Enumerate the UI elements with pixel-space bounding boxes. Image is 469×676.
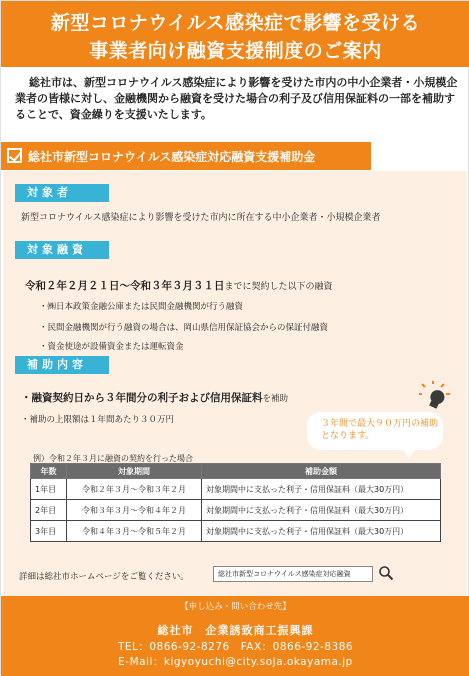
table-cell: 令和２年３月～令和３年２月	[67, 479, 202, 500]
subsidy-main	[21, 390, 288, 405]
max-subsidy-bubble: ３年間で最大９０万円の補助となります。	[307, 412, 443, 450]
lightbulb-icon	[419, 381, 453, 411]
contact-email: E-Mail：kigyoyuchi@city.soja.okayama.jp	[118, 656, 353, 668]
subsidy-main-bold: ・融資契約日から３年間分の利子および信用保証料	[21, 392, 263, 404]
table-cell: 2年目	[31, 500, 67, 521]
program-title-bar	[1, 142, 371, 170]
program-title: 総社市新型コロナウイルス感染症対応融資支援補助金	[28, 150, 316, 164]
loan-bullet-1: ・ ㈱日本政策金融公庫または民間金融機関が行う融資	[39, 300, 243, 312]
target-text: 新型コロナウイルス感染症により影響を受けた市内に所在する中小企業者・小規模企業者	[21, 213, 381, 223]
table-cell: 1年目	[31, 479, 67, 500]
table-row	[31, 521, 441, 542]
contact-tel-fax: TEL：0866-92-8276 FAX：0866-92-8386	[117, 641, 354, 653]
subsidy-main-rest: を補助	[262, 394, 289, 404]
title-line-1: 新型コロナウイルス感染症で影響を受ける	[50, 12, 421, 34]
title-line-2: 事業者向け融資支援制度のご案内	[89, 40, 382, 62]
search-keyword-box: 総社市新型コロナウイルス感染症対応融資	[213, 566, 373, 582]
table-header: 対象期間	[67, 464, 202, 479]
table-header: 補助金額	[202, 464, 441, 479]
header-banner	[1, 1, 469, 67]
contact-footer	[1, 596, 469, 676]
details-text: 詳細は総社市ホームページをご覧ください。	[19, 572, 189, 582]
contact-department: 総社市 企業誘致商工振興課	[157, 624, 314, 637]
table-row	[31, 500, 441, 521]
table-header-row	[31, 464, 441, 479]
checkbox-icon	[7, 148, 22, 163]
section-label-loan: 対象融資	[15, 241, 109, 259]
subsidy-limit: ・補助の上限額は１年間あたり３０万円	[21, 415, 175, 425]
table-cell: 対象期間中に支払った利子・信用保証料（最大30万円）	[202, 479, 441, 500]
table-cell: 3年目	[31, 521, 67, 542]
table-cell: 令和３年３月～令和４年２月	[67, 500, 202, 521]
contact-heading: 【申し込み・問い合わせ先】	[180, 602, 291, 612]
search-icon	[378, 565, 394, 581]
loan-period-rest: までに契約した以下の融資	[224, 282, 333, 292]
table-row	[31, 479, 441, 500]
loan-period-dates: 令和２年２月２１日～令和３年３月３１日	[25, 280, 225, 292]
example-caption: 例）令和２年３月に融資の契約を行った場合	[33, 454, 193, 463]
intro-text: 総社市は、新型コロナウイルス感染症により影響を受けた市内の中小企業者・小規模企業者の皆様に対し、金融機関から融資を受けた場合の利子及び信用保証料の一部を補助することで、資金繰りを支援いたします。	[15, 76, 458, 121]
loan-period	[25, 278, 333, 293]
section-label-target: 対象者	[15, 184, 109, 202]
subsidy-example-table	[30, 463, 441, 542]
table-cell: 対象期間中に支払った利子・信用保証料（最大30万円）	[202, 500, 441, 521]
table-cell: 対象期間中に支払った利子・信用保証料（最大30万円）	[202, 521, 441, 542]
table-header: 年数	[31, 464, 67, 479]
loan-bullet-3: ・ 資金使途が設備資金または運転資金	[39, 340, 184, 352]
table-cell: 令和４年３月～令和５年２月	[67, 521, 202, 542]
loan-bullet-2: ・ 民間金融機関が行う融資の場合は、岡山県信用保証協会からの保証付融資	[39, 321, 328, 333]
section-label-subsidy: 補助内容	[15, 356, 109, 374]
